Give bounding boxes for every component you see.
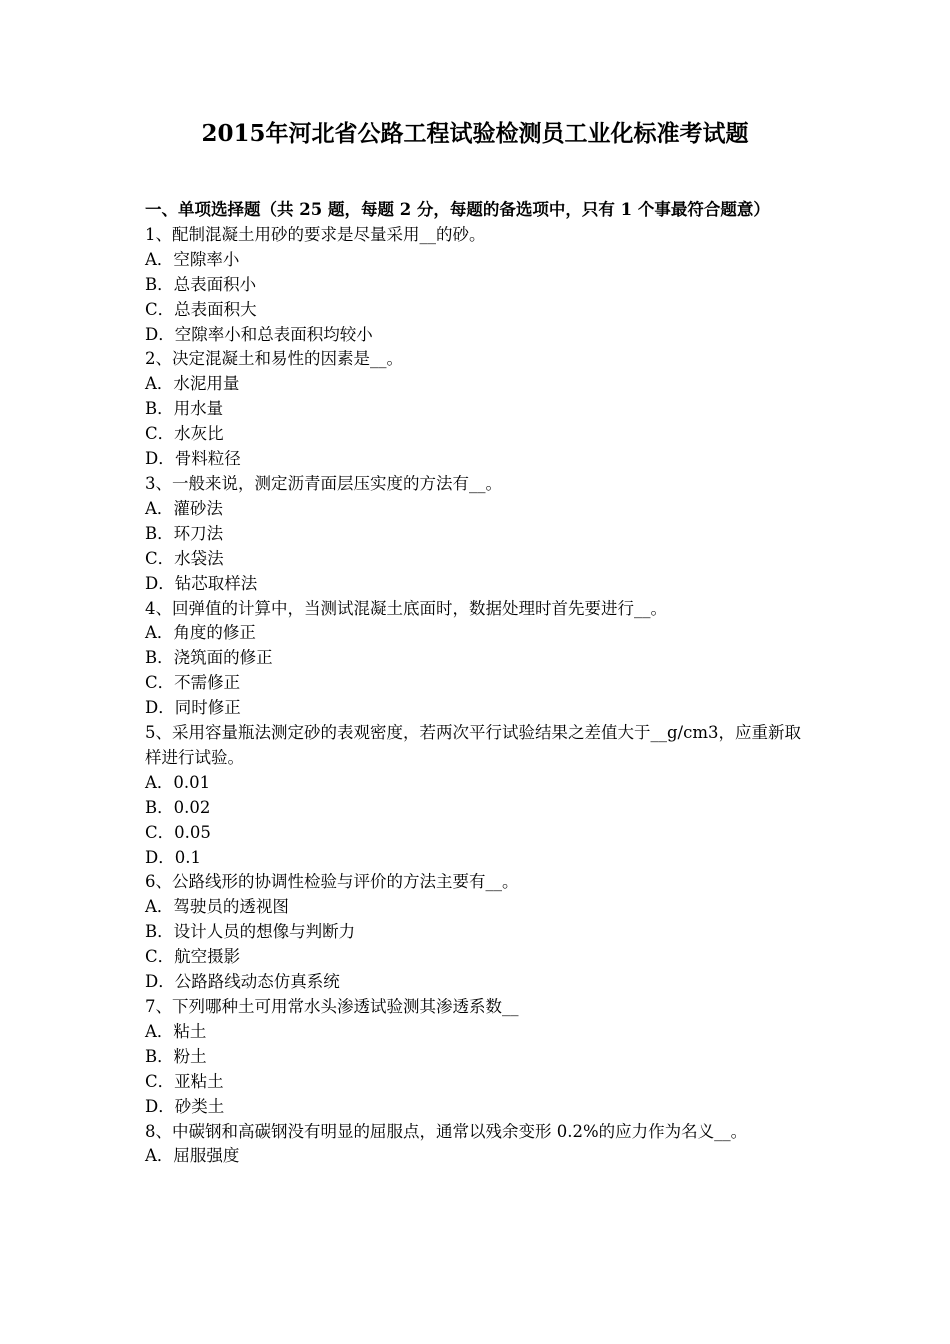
option-c: C．航空摄影 — [145, 947, 241, 967]
option-b: B．浇筑面的修正 — [145, 648, 273, 668]
option-a: A．粘土 — [145, 1021, 207, 1041]
option-a: A．水泥用量 — [145, 374, 240, 394]
option-d: D．公路路线动态仿真系统 — [145, 972, 340, 992]
question-stem: 5、采用容量瓶法测定砂的表观密度，若两次平行试验结果之差值大于__g/cm3，应重新取样进行试验。 — [145, 723, 802, 767]
option-a: A．屈服强度 — [145, 1146, 240, 1166]
option-c: C．亚粘土 — [145, 1071, 224, 1091]
option-c: C．水袋法 — [145, 548, 224, 568]
question-stem: 3、一般来说，测定沥青面层压实度的方法有__。 — [145, 473, 502, 493]
question-6 — [145, 870, 813, 995]
option-d: D．0.1 — [145, 847, 201, 867]
option-c: C．不需修正 — [145, 673, 241, 693]
document-title: 2015年河北省公路工程试验检测员工业化标准考试题 — [201, 120, 749, 147]
option-b: B．粉土 — [145, 1046, 207, 1066]
option-c: C．总表面积大 — [145, 299, 257, 319]
question-2 — [145, 347, 813, 472]
option-d: D．钻芯取样法 — [145, 573, 258, 593]
question-stem: 7、下列哪种土可用常水头渗透试验测其渗透系数__ — [145, 997, 519, 1016]
question-stem: 6、公路线形的协调性检验与评价的方法主要有__。 — [145, 872, 519, 892]
question-4 — [145, 597, 813, 722]
option-b: B．环刀法 — [145, 523, 224, 543]
option-a: A．灌砂法 — [145, 498, 223, 518]
question-stem: 1、配制混凝土用砂的要求是尽量采用__的砂。 — [145, 224, 486, 244]
question-5 — [145, 721, 813, 870]
section-heading: 一、单项选择题（共 25 题，每题 2 分，每题的备选项中，只有 1 个事最符合题意） — [145, 200, 770, 219]
question-3 — [145, 472, 813, 597]
option-d: D．砂类土 — [145, 1096, 225, 1116]
option-c: C．0.05 — [145, 822, 211, 842]
option-d: D．同时修正 — [145, 698, 241, 718]
option-b: B．总表面积小 — [145, 274, 257, 294]
option-a: A．空隙率小 — [145, 249, 240, 269]
option-d: D．空隙率小和总表面积均较小 — [145, 324, 373, 344]
option-b: B．0.02 — [145, 797, 211, 817]
option-c: C．水灰比 — [145, 424, 224, 444]
exam-content — [145, 198, 813, 1169]
option-a: A．0.01 — [145, 772, 211, 792]
question-7 — [145, 995, 813, 1120]
question-stem: 4、回弹值的计算中，当测试混凝土底面时，数据处理时首先要进行__。 — [145, 598, 667, 618]
option-a: A．角度的修正 — [145, 623, 256, 643]
question-1 — [145, 223, 813, 348]
question-8 — [145, 1120, 813, 1170]
option-b: B．设计人员的想像与判断力 — [145, 922, 356, 942]
option-d: D．骨料粒径 — [145, 449, 241, 469]
option-a: A．驾驶员的透视图 — [145, 897, 289, 917]
option-b: B．用水量 — [145, 399, 224, 419]
question-stem: 2、决定混凝土和易性的因素是__。 — [145, 349, 403, 369]
question-stem: 8、中碳钢和高碳钢没有明显的屈服点，通常以残余变形 0.2%的应力作为名义__。 — [145, 1121, 748, 1141]
